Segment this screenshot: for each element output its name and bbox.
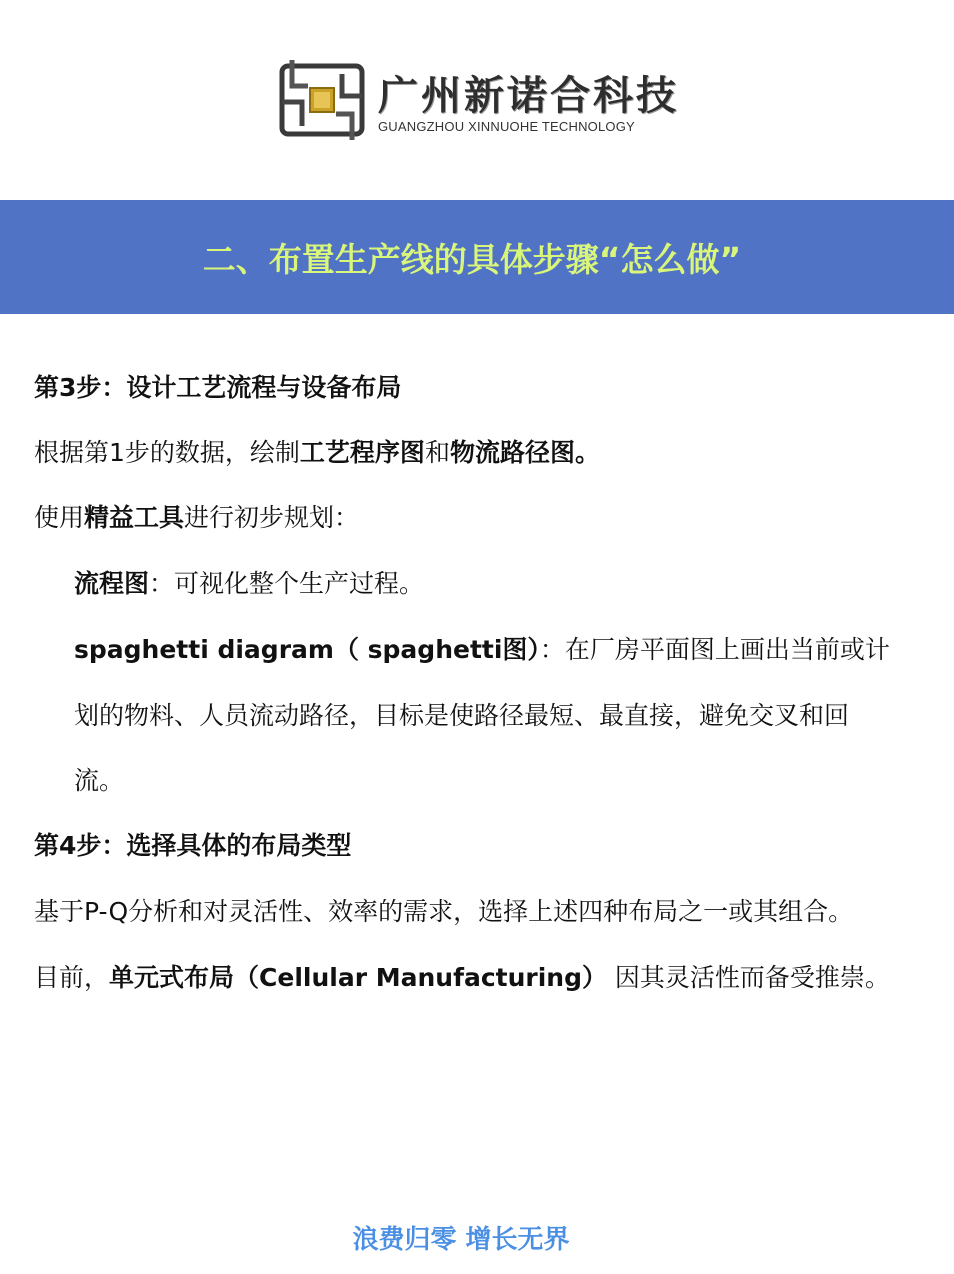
highlight-term: 物流路径图。 [449,438,600,467]
text: 目前， [34,963,110,992]
list-item-desc: ：可视化整个生产过程。 [149,569,425,598]
list-item-term: 流程图 [74,569,150,598]
text: 进行初步规划： [184,503,360,532]
step4-paragraph-2 [34,961,890,995]
step4-paragraph-1: 基于P-Q分析和对灵活性、效率的需求，选择上述四种布局之一或其组合。 [34,897,854,926]
step3-paragraph-2 [34,501,359,535]
step4-heading: 第4步：选择具体的布局类型 [34,831,352,860]
highlight-term: 精益工具 [84,503,185,532]
step3-heading: 第3步：设计工艺流程与设备布局 [34,373,402,402]
text: 因其灵活性而备受推崇。 [606,963,890,992]
text: 根据第1步的数据，绘制 [34,438,300,467]
section-banner [0,200,954,314]
list-item-flowchart [74,567,424,601]
list-item-spaghetti-cont: 划的物料、人员流动路径，目标是使路径最短、最直接，避免交叉和回 [74,701,850,730]
footer-slogan: 浪费归零 增长无界 [352,1225,570,1255]
step3-paragraph-1 [34,436,600,470]
highlight-term: 单元式布局（Cellular Manufacturing） [109,963,607,992]
text: 使用 [34,503,85,532]
list-item-desc: ：在厂房平面图上画出当前或计 [539,635,890,664]
logo-chinese-name: 广州新诺合科技 [378,73,679,119]
chip-circuit-logo-icon [278,56,366,144]
section-title: 二、布置生产线的具体步骤“怎么做” [202,239,742,279]
text: 和 [424,438,450,467]
list-item-spaghetti-cont: 流。 [74,766,125,795]
header [0,0,954,200]
list-item-spaghetti [74,633,890,667]
company-logo [278,56,678,146]
list-item-term: spaghetti diagram（ spaghetti图） [74,635,540,664]
highlight-term: 工艺程序图 [299,438,425,467]
logo-english-name: GUANGZHOU XINNUOHE TECHNOLOGY [378,119,635,134]
